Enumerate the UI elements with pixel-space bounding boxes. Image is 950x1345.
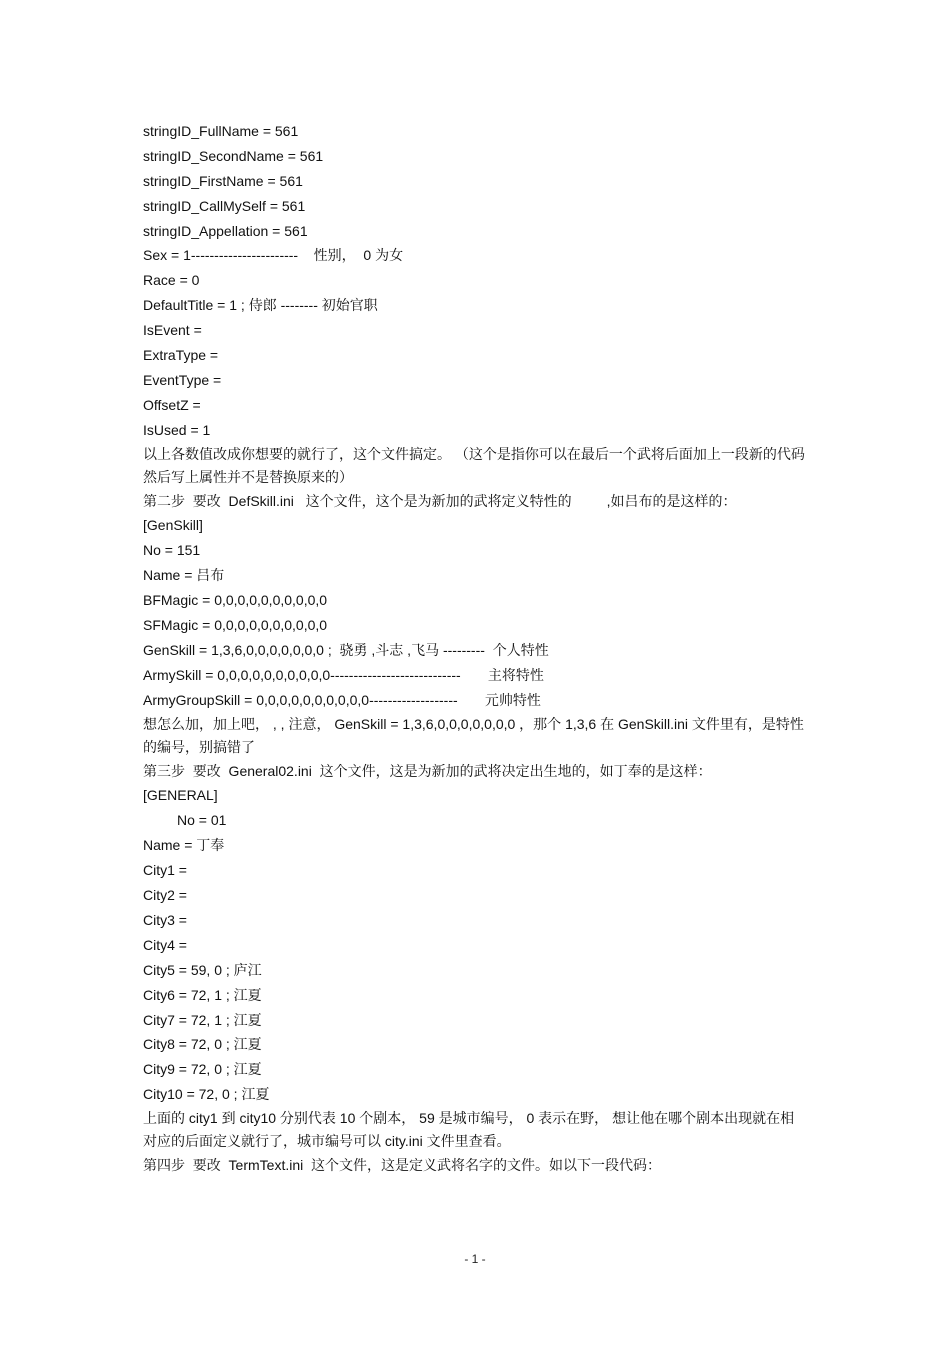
document-line: City3 =	[143, 911, 187, 928]
document-line: stringID_FirstName = 561	[143, 172, 303, 189]
document-line: EventType =	[143, 371, 222, 388]
document-body	[143, 119, 808, 1178]
document-line: ArmyGroupSkill = 0,0,0,0,0,0,0,0,0,0------------------- 元帅特性	[143, 691, 541, 708]
document-line: No = 01	[177, 812, 227, 829]
document-line: stringID_SecondName = 561	[143, 147, 324, 164]
document-paragraph: 想怎么加，加上吧， , , 注意， GenSkill = 1,3,6,0,0,0,0,0,0,0 ，那个 1,3,6 在 GenSkill.ini 文件里有，是特性的编号，别搞错了	[143, 715, 804, 755]
page-number: - 1 -	[464, 1252, 486, 1266]
document-line: IsEvent =	[143, 322, 202, 339]
document-paragraph: 以上各数值改成你想要的就行了，这个文件搞定。 （这个是指你可以在最后一个武将后面加上一段新的代码然后写上属性并不是替换原来的）	[143, 445, 805, 485]
document-line: City4 =	[143, 936, 187, 953]
document-line: DefaultTitle = 1 ; 侍郎 -------- 初始官职	[143, 297, 378, 314]
document-line: BFMagic = 0,0,0,0,0,0,0,0,0,0	[143, 592, 328, 609]
document-line: City7 = 72, 1 ; 江夏	[143, 1011, 262, 1028]
document-line: ExtraType =	[143, 347, 219, 364]
document-line: ArmySkill = 0,0,0,0,0,0,0,0,0,0---------------------------- 主将特性	[143, 666, 544, 683]
document-line: 第三步 要改 General02.ini 这个文件，这是为新加的武将决定出生地的，如丁奉的是这样：	[143, 762, 712, 779]
document-line: [GenSkill]	[143, 517, 203, 534]
document-line: City9 = 72, 0 ; 江夏	[143, 1061, 262, 1078]
document-line: City5 = 59, 0 ; 庐江	[143, 961, 262, 978]
document-paragraph: 上面的 city1 到 city10 分别代表 10 个剧本， 59 是城市编号， 0 表示在野， 想让他在哪个剧本出现就在相对应的后面定义就行了，城市编号可以 city.ini 文件里查看。	[143, 1110, 795, 1150]
document-line: City6 = 72, 1 ; 江夏	[143, 986, 262, 1003]
document-line: Sex = 1----------------------- 性别， 0 为女	[143, 247, 404, 264]
document-line: [GENERAL]	[143, 787, 218, 804]
document-line: City8 = 72, 0 ; 江夏	[143, 1036, 262, 1053]
document-line: Name = 丁奉	[143, 837, 225, 854]
document-line: stringID_FullName = 561	[143, 123, 299, 139]
document-line: City2 =	[143, 887, 187, 904]
document-line: City10 = 72, 0 ; 江夏	[143, 1086, 270, 1103]
document-line: SFMagic = 0,0,0,0,0,0,0,0,0,0	[143, 617, 328, 634]
document-line: IsUsed = 1	[143, 421, 211, 438]
document-line: 第二步 要改 DefSkill.ini 这个文件，这个是为新加的武将定义特性的 ,如吕布的是这样的：	[143, 492, 737, 509]
document-line: OffsetZ =	[143, 396, 201, 413]
document-line: Race = 0	[143, 272, 200, 289]
document-line: No = 151	[143, 542, 201, 559]
document-line: stringID_Appellation = 561	[143, 222, 308, 239]
document-line: GenSkill = 1,3,6,0,0,0,0,0,0,0 ; 骁勇 ,斗志 ,飞马 --------- 个人特性	[143, 641, 549, 658]
document-line: 第四步 要改 TermText.ini 这个文件，这是定义武将名字的文件。如以下一段代码：	[143, 1157, 662, 1174]
document-line: Name = 吕布	[143, 567, 225, 584]
document-line: stringID_CallMySelf = 561	[143, 197, 306, 214]
document-line: City1 =	[143, 862, 187, 879]
